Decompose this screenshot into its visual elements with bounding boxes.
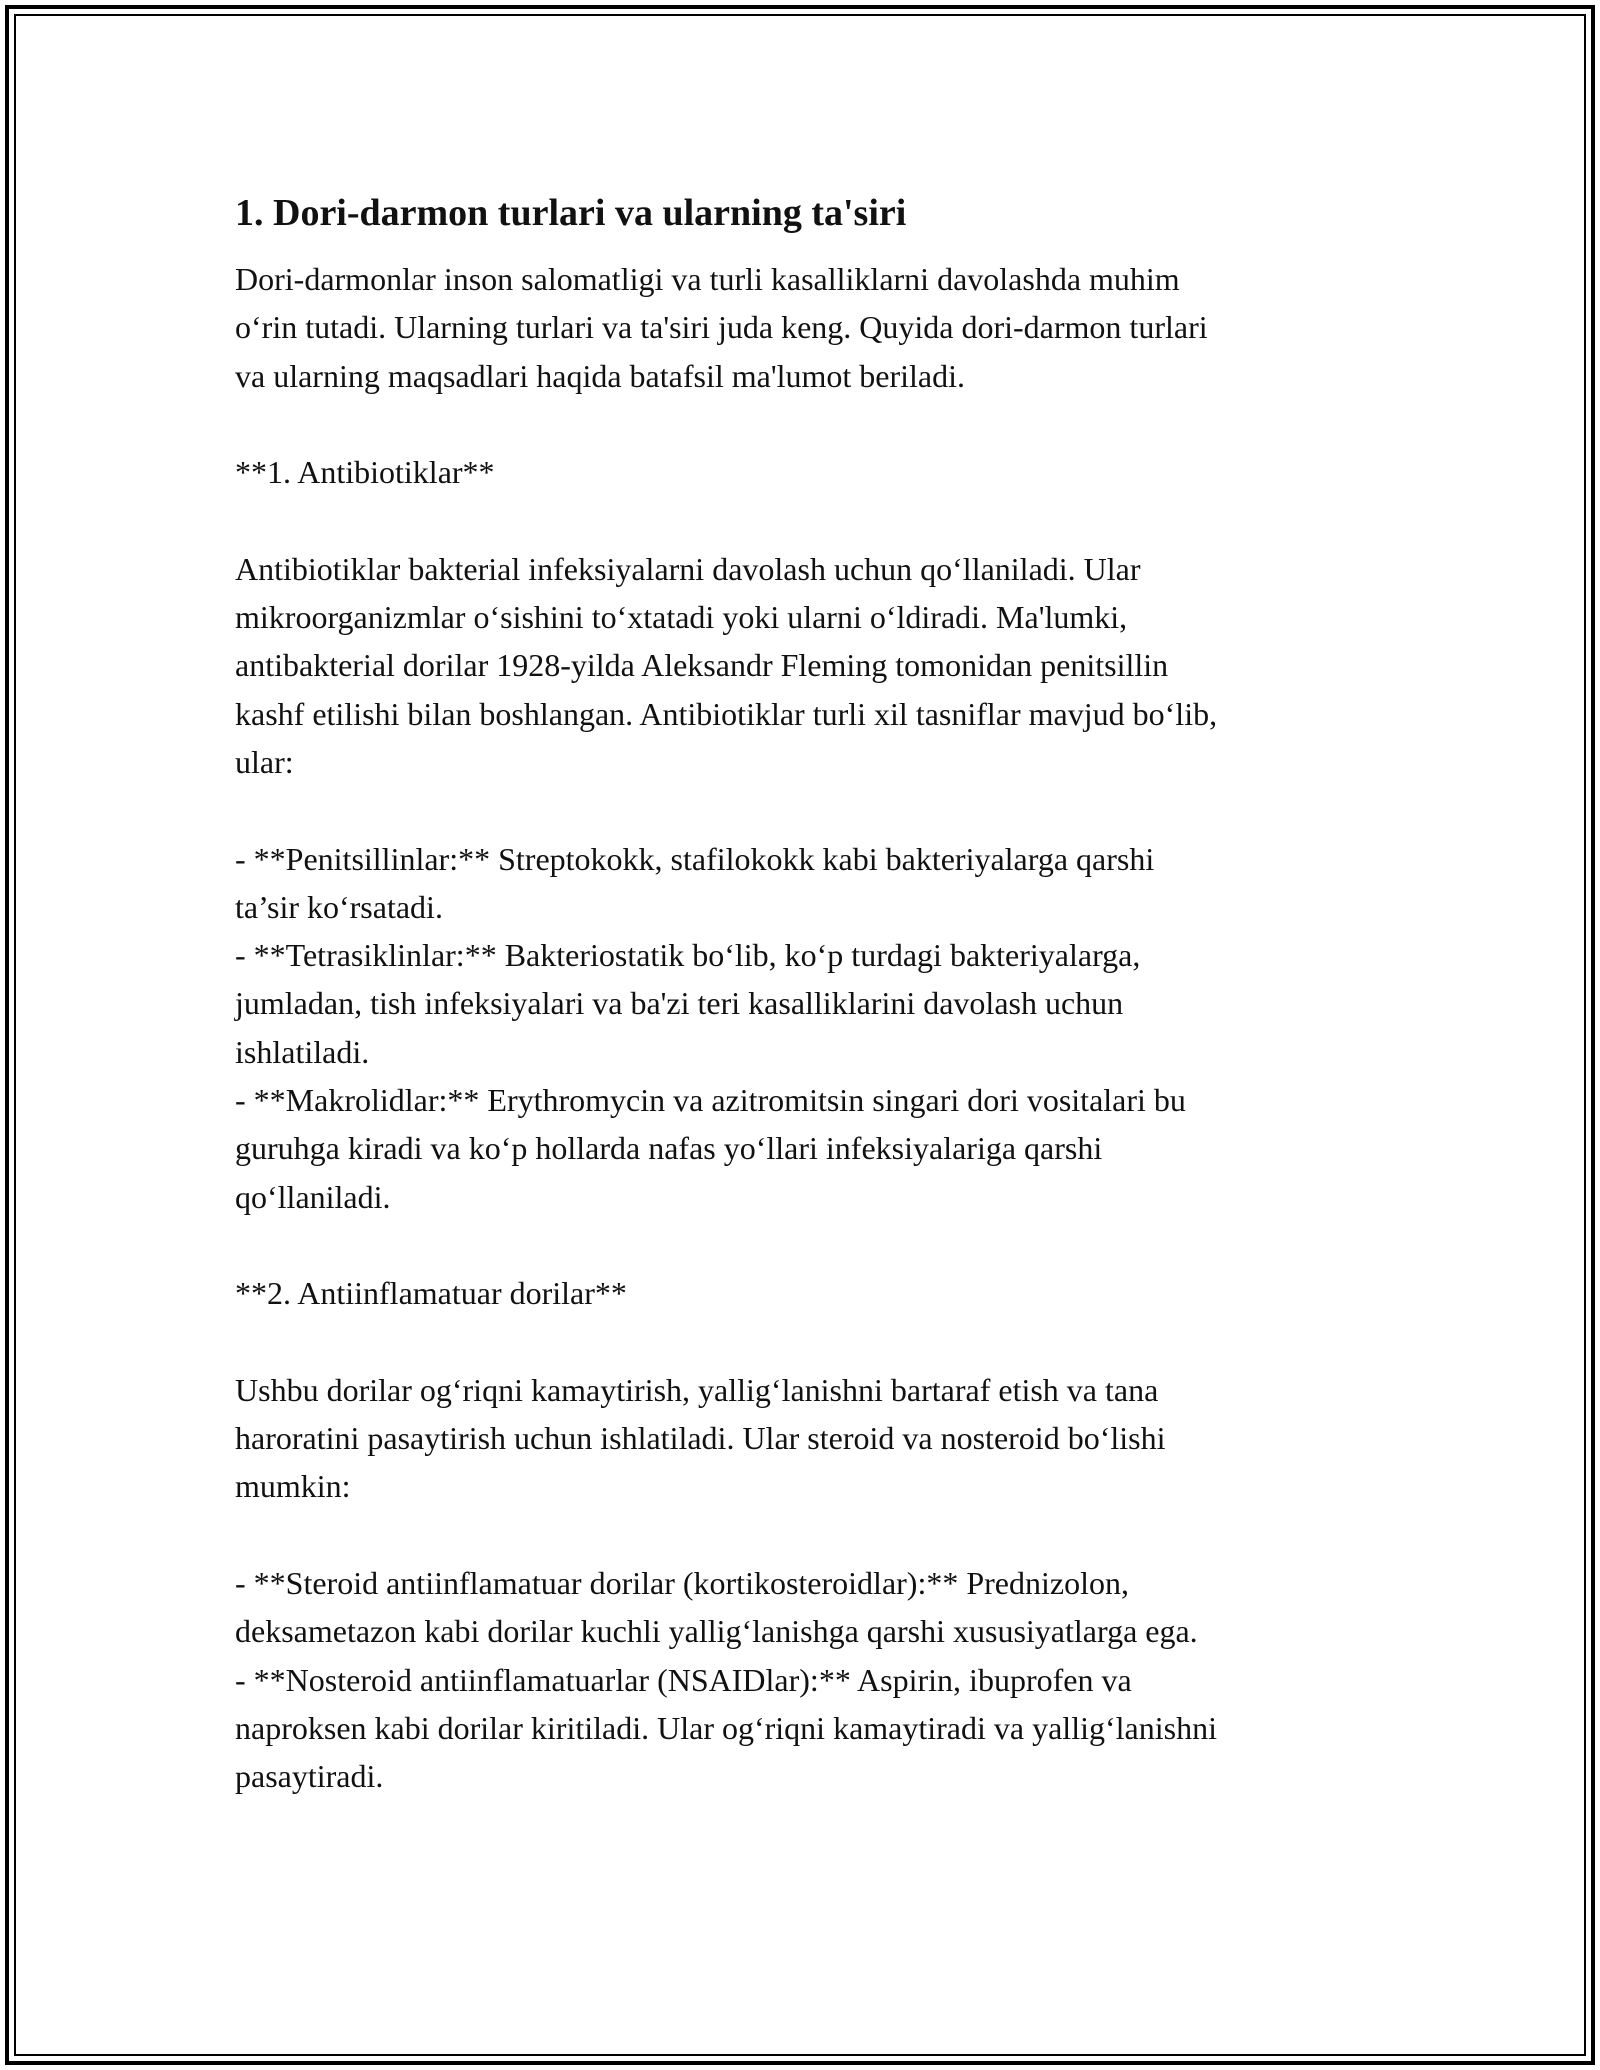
paragraph-gap bbox=[235, 786, 1385, 834]
section-heading-antiinflammatory: **2. Antiinflamatuar dorilar** bbox=[235, 1275, 627, 1312]
paragraph-gap bbox=[235, 400, 1385, 448]
document-body bbox=[235, 185, 1385, 1801]
antiinflammatory-list: - **Steroid antiinflamatuar dorilar (kortikosteroidlar):** Prednizolon, deksametazon kabi dorilar kuchli yallig‘lanishga qarshi xususiyatlarga ega. - **Nosteroid antiinflamatuarlar (NSAIDlar):** Aspirin, ibuprofen va naproksen kabi dorilar kiritiladi. Ular og‘riqni kamaytiradi va yallig‘lanishni pasaytiradi. bbox=[235, 1565, 1217, 1795]
antibiotics-paragraph: Antibiotiklar bakterial infeksiyalarni davolash uchun qo‘llaniladi. Ular mikroorganizmlar o‘sishini to‘xtatadi yoki ularni o‘ldiradi. Ma'lumki, antibakterial dorilar 1928-yilda Aleksandr Fleming tomonidan penitsillin kashf etilishi bilan boshlangan. Antibiotiklar turli xil tasniflar mavjud bo‘lib, ular: bbox=[235, 550, 1218, 780]
paragraph-gap bbox=[235, 496, 1385, 544]
intro-paragraph: Dori-darmonlar inson salomatligi va turli kasalliklarni davolashda muhim o‘rin tutadi. Ularning turlari va ta'siri juda keng. Quyida dori-darmon turlari va ularning maqsadlari haqida batafsil ma'lumot beriladi. bbox=[235, 261, 1208, 394]
paragraph-gap bbox=[235, 1511, 1385, 1559]
document-title: 1. Dori-darmon turlari va ularning ta'siri bbox=[235, 192, 907, 234]
paragraph-gap bbox=[235, 1221, 1385, 1269]
antibiotics-list: - **Penitsillinlar:** Streptokokk, stafilokokk kabi bakteriyalarga qarshi ta’sir ko‘rsatadi. - **Tetrasiklinlar:** Bakteriostatik bo‘lib, ko‘p turdagi bakteriyalarga, jumladan, tish infeksiyalari va ba'zi teri kasalliklarini davolash uchun ishlatiladi. - **Makrolidlar:** Erythromycin va azitromitsin singari dori vositalari bu guruhga kiradi va ko‘p hollarda nafas yo‘llari infeksiyalariga qarshi qo‘llaniladi. bbox=[235, 840, 1186, 1215]
antiinflammatory-paragraph: Ushbu dorilar og‘riqni kamaytirish, yallig‘lanishni bartaraf etish va tana haroratini pasaytirish uchun ishlatiladi. Ular steroid va nosteroid bo‘lishi mumkin: bbox=[235, 1371, 1166, 1505]
paragraph-gap bbox=[235, 1318, 1385, 1366]
section-heading-antibiotics: **1. Antibiotiklar** bbox=[235, 454, 495, 491]
